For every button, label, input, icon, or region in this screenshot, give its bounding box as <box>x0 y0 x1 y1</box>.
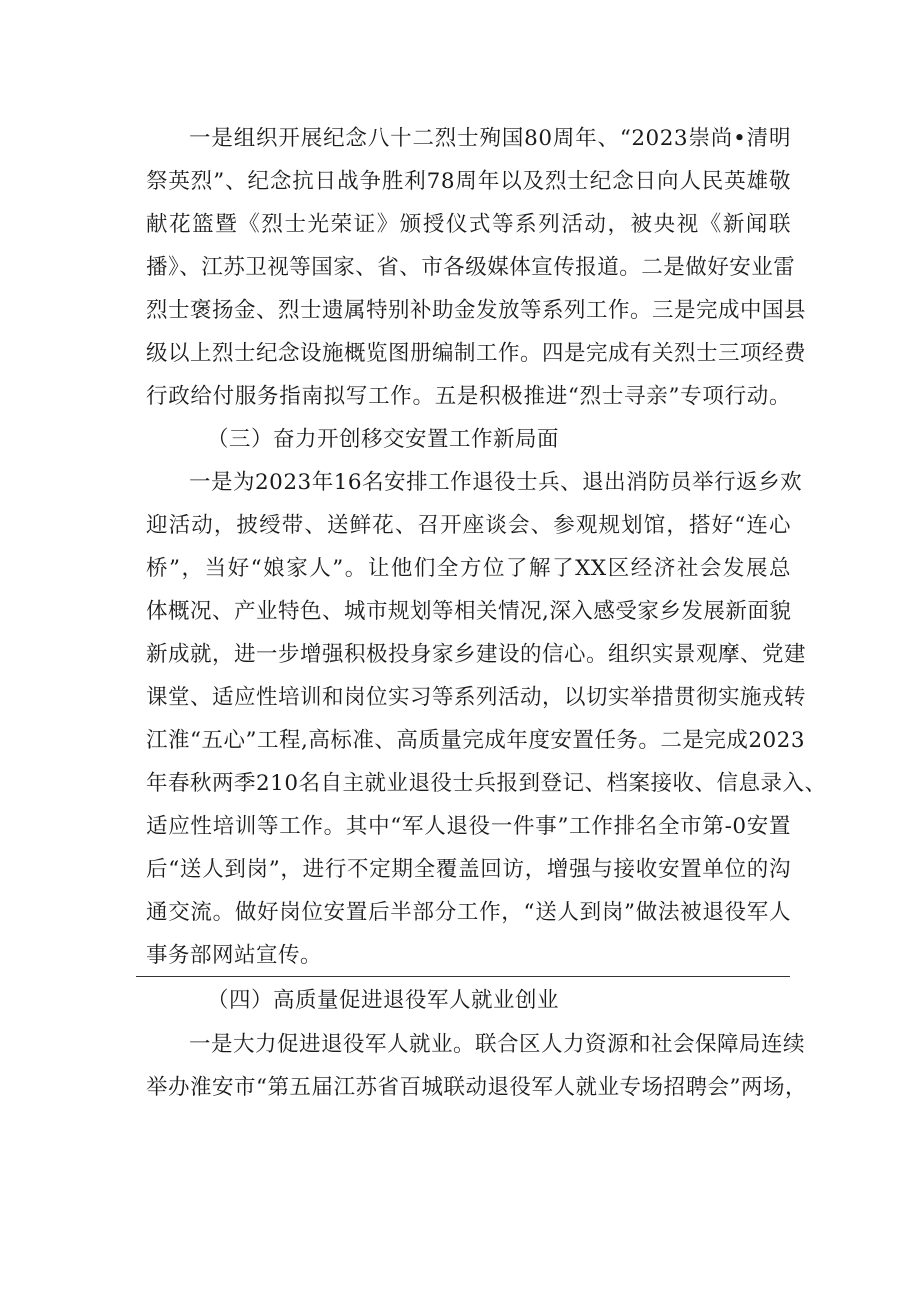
section3-line-11: 通交流。做好岗位安置后半部分工作，“送人到岗”做法被退役军人 <box>146 900 791 925</box>
section2-line-3: 献花篮暨《烈士光荣证》颁授仪式等系列活动，被央视《新闻联 <box>146 212 791 237</box>
section2-line-1: 一是组织开展纪念八十二烈士殉国80周年、“2023崇尚•清明 <box>189 126 791 151</box>
section3-line-7: 江淮“五心”工程,高标准、高质量完成年度安置任务。二是完成2023 <box>146 728 806 753</box>
section4-heading: （四）高质量促进退役军人就业创业 <box>207 988 560 1013</box>
section3-line-12: 事务部网站宣传。 <box>146 943 323 968</box>
section2-line-7: 行政给付服务指南拟写工作。五是积极推进“烈士寻亲”专项行动。 <box>146 384 791 409</box>
section3-line-2: 迎活动，披绶带、送鲜花、召开座谈会、参观规划馆，搭好“连心 <box>146 513 791 538</box>
section4-line-1: 一是大力促进退役军人就业。联合区人力资源和社会保障局连续 <box>189 1032 806 1057</box>
section4-line-2: 举办淮安市“第五届江苏省百城联动退役军人就业专场招聘会”两场， <box>146 1075 807 1100</box>
section2-line-2: 祭英烈”、纪念抗日战争胜利78周年以及烈士纪念日向人民英雄敬 <box>146 169 791 194</box>
section3-line-1: 一是为2023年16名安排工作退役士兵、退出消防员举行返乡欢 <box>189 470 803 495</box>
section2-line-5: 烈士褒扬金、烈士遗属特别补助金发放等系列工作。三是完成中国县 <box>146 298 807 323</box>
section3-line-10: 后“送人到岗”，进行不定期全覆盖回访，增强与接收安置单位的沟 <box>146 857 791 882</box>
horizontal-divider <box>136 976 790 977</box>
section3-line-3: 桥”，当好“娘家人”。让他们全方位了解了XX区经济社会发展总 <box>146 556 791 581</box>
section2-line-6: 级以上烈士纪念设施概览图册编制工作。四是完成有关烈士三项经费 <box>146 341 807 366</box>
section3-line-5: 新成就，进一步增强积极投身家乡建设的信心。组织实景观摩、党建 <box>146 642 807 667</box>
section3-line-8: 年春秋两季210名自主就业退役士兵报到登记、档案接收、信息录入、 <box>146 771 827 796</box>
section3-heading: （三）奋力开创移交安置工作新局面 <box>207 427 560 452</box>
section2-line-4: 播》、江苏卫视等国家、省、市各级媒体宣传报道。二是做好安业雷 <box>146 255 796 280</box>
section3-line-9: 适应性培训等工作。其中“军人退役一件事”工作排名全市第-0安置 <box>146 814 791 839</box>
section3-line-4: 体概况、产业特色、城市规划等相关情况,深入感受家乡发展新面貌 <box>146 599 792 624</box>
section3-line-6: 课堂、适应性培训和岗位实习等系列活动，以切实举措贯彻实施戎转 <box>146 685 807 710</box>
